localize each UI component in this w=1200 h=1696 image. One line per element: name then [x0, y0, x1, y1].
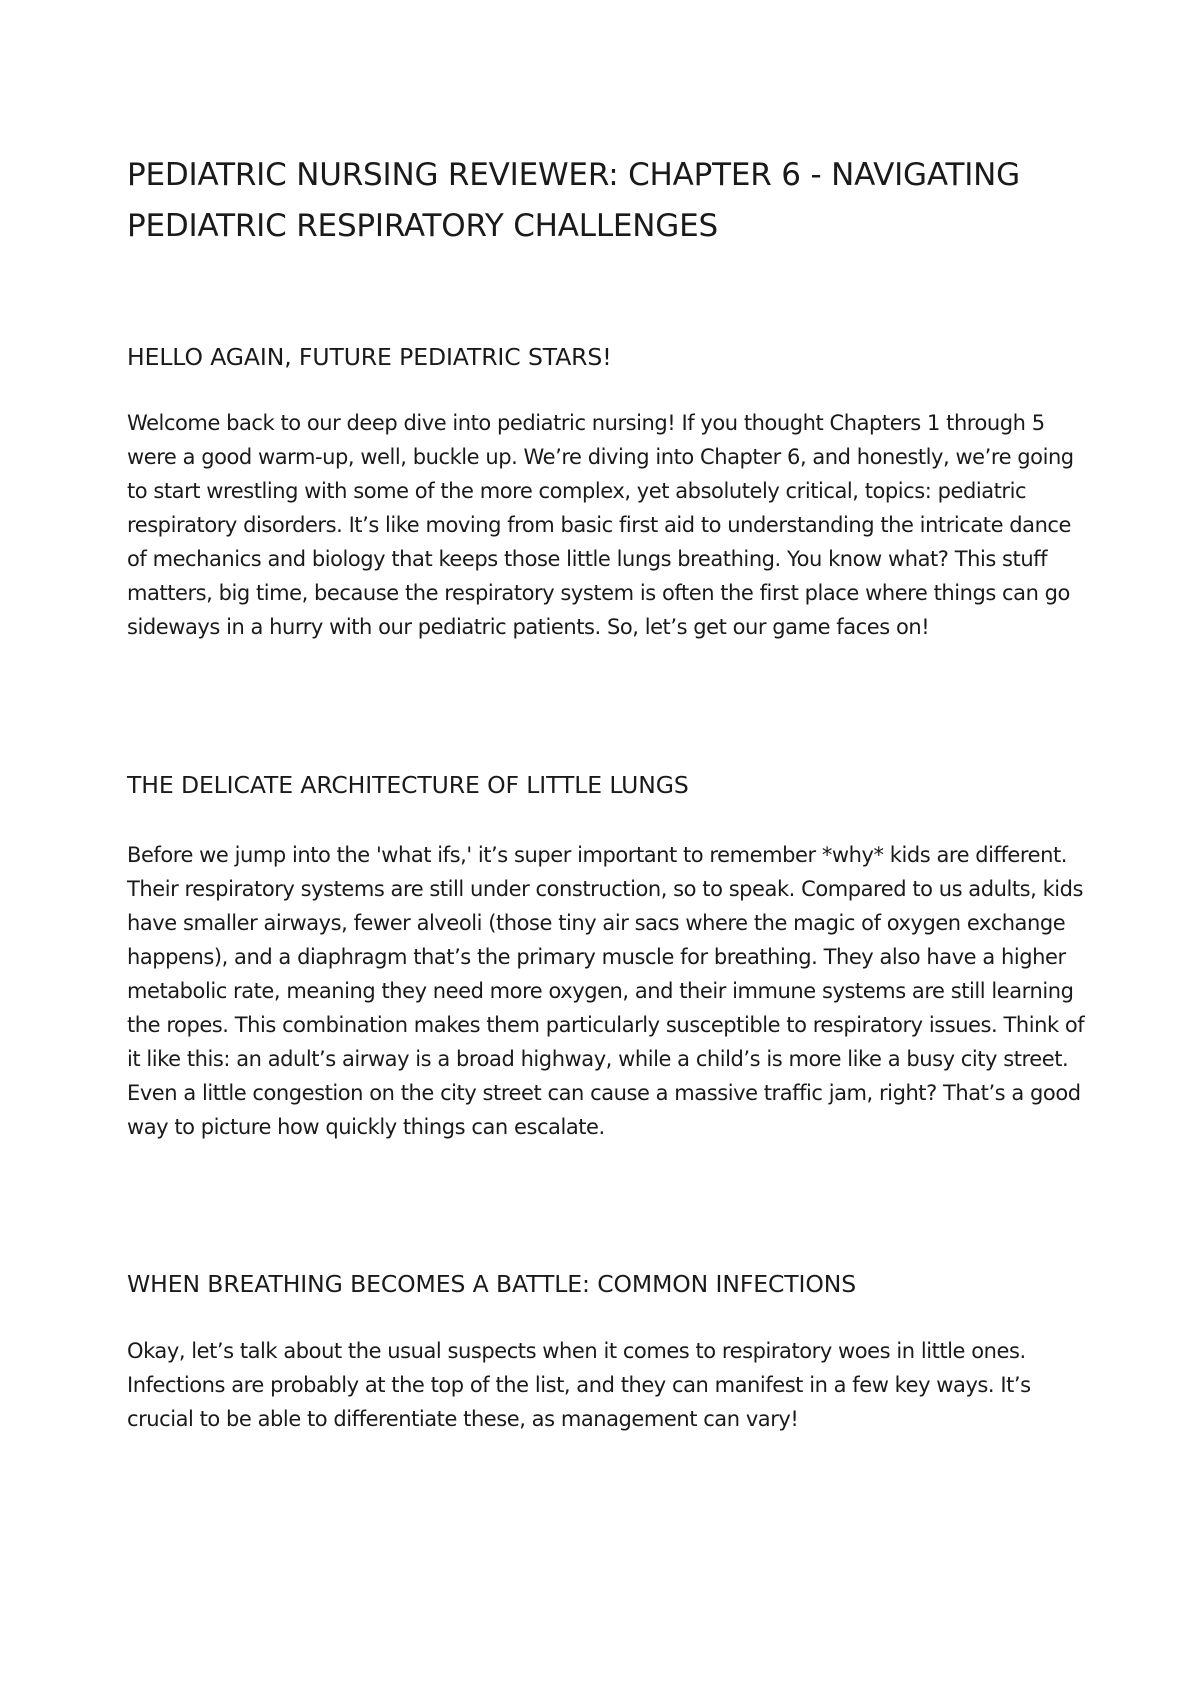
section-body-little-lungs: Before we jump into the 'what ifs,' it’s super important to remember *why* kids are different. Their respiratory systems are still under construction, so to speak. Compared to us adults, kids have smaller airways, fewer alveoli (those tiny air sacs where the magic of oxygen exchange happens), and a diaphragm that’s the primary muscle for breathing. They also have a higher metabolic rate, meaning they need more oxygen, and their immune systems are still learning the ropes. This combination makes them particularly susceptible to respiratory issues. Think of it like this: an adult’s airway is a broad highway, while a child’s is more like a busy city street. Even a little congestion on the city street can cause a massive traffic jam, right? That’s a good way to picture how quickly things can escalate. [127, 843, 1085, 1139]
section-heading-hello-again: HELLO AGAIN, FUTURE PEDIATRIC STARS! [127, 343, 612, 371]
section-heading-common-infections: WHEN BREATHING BECOMES A BATTLE: COMMON INFECTIONS [127, 1270, 857, 1298]
section-body-common-infections: Okay, let’s talk about the usual suspects when it comes to respiratory woes in little ones. Infections are probably at the top of the list, and they can manifest in a few key ways. It’s crucial to be able to differentiate these, as management can vary! [127, 1339, 1031, 1431]
section-body-hello-again: Welcome back to our deep dive into pediatric nursing! If you thought Chapters 1 through 5 were a good warm-up, well, buckle up. We’re diving into Chapter 6, and honestly, we’re going to start wrestling with some of the more complex, yet absolutely critical, topics: pediatric respiratory disorders. It’s like moving from basic first aid to understanding the intricate dance of mechanics and biology that keeps those little lungs breathing. You know what? This stuff matters, big time, because the respiratory system is often the first place where things can go sideways in a hurry with our pediatric patients. So, let’s get our game faces on! [127, 411, 1074, 639]
section-heading-little-lungs: THE DELICATE ARCHITECTURE OF LITTLE LUNGS [127, 771, 689, 799]
document-title: PEDIATRIC NURSING REVIEWER: CHAPTER 6 - NAVIGATING PEDIATRIC RESPIRATORY CHALLENGES [127, 157, 1020, 244]
